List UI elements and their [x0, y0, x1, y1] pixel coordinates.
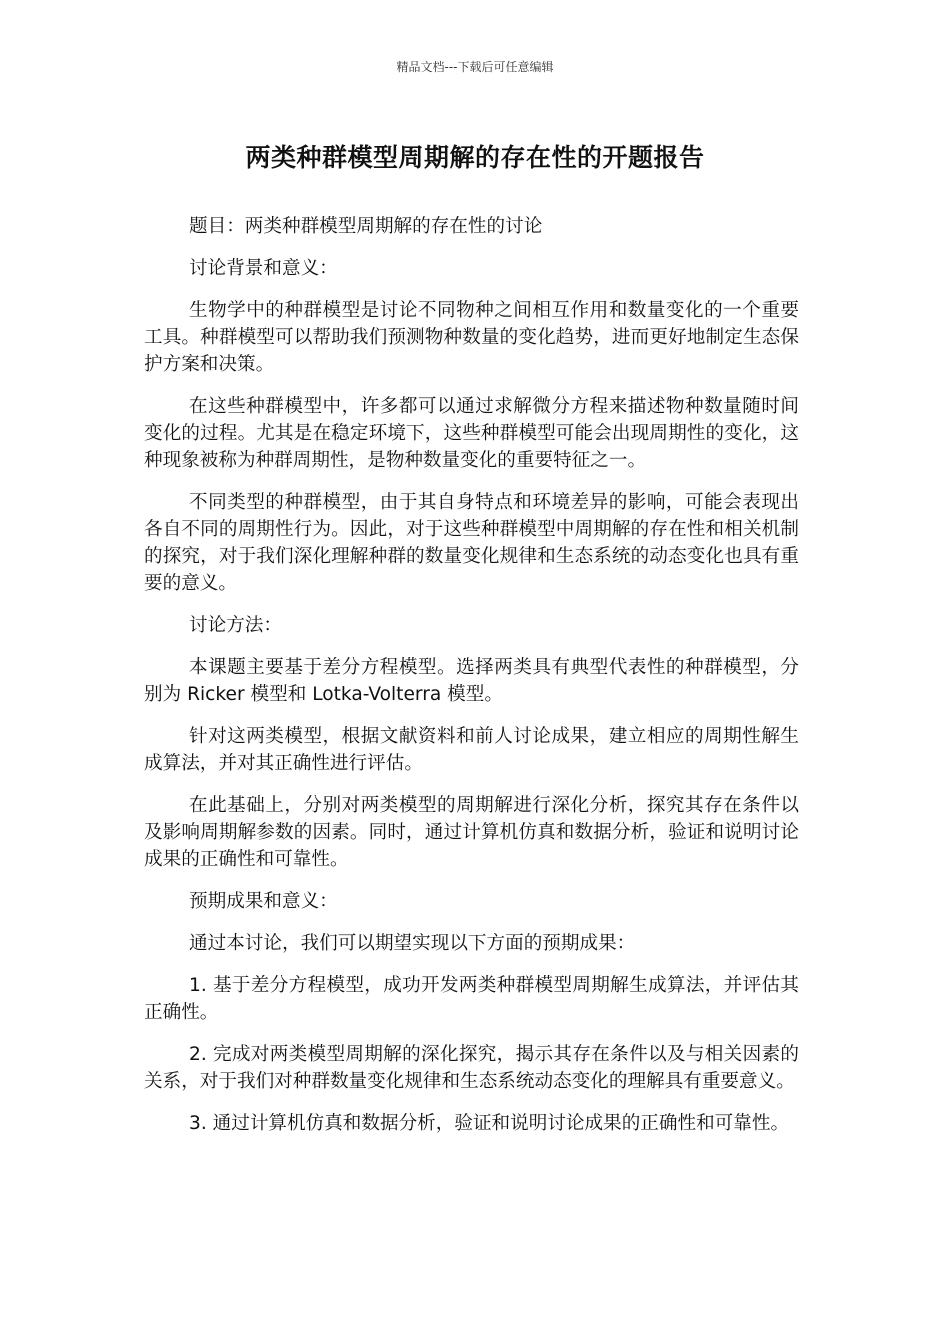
body-paragraph: 生物学中的种群模型是讨论不同物种之间相互作用和数量变化的一个重要工具。种群模型可以帮助我们预测物种数量的变化趋势，进而更好地制定生态保护方案和决策。 — [144, 300, 799, 375]
body-paragraph: 通过本讨论，我们可以期望实现以下方面的预期成果： — [189, 933, 636, 954]
body-paragraph: 本课题主要基于差分方程模型。选择两类具有典型代表性的种群模型，分别为 Ricker 模型和 Lotka-Volterra 模型。 — [144, 657, 799, 705]
section-heading-outcomes: 预期成果和意义： — [189, 891, 338, 912]
list-item: 1. 基于差分方程模型，成功开发两类种群模型周期解生成算法，并评估其正确性。 — [144, 975, 799, 1023]
topic-line: 题目：两类种群模型周期解的存在性的讨论 — [189, 216, 543, 237]
section-heading-background: 讨论背景和意义： — [189, 258, 338, 279]
body-paragraph: 不同类型的种群模型，由于其自身特点和环境差异的影响，可能会表现出各自不同的周期性行为。因此，对于这些种群模型中周期解的存在性和相关机制的探究，对于我们深化理解种群的数量变化规律和生态系统的动态变化也具有重要的意义。 — [144, 492, 799, 594]
list-item: 3. 通过计算机仿真和数据分析，验证和说明讨论成果的正确性和可靠性。 — [189, 1113, 790, 1134]
body-paragraph: 在这些种群模型中，许多都可以通过求解微分方程来描述物种数量随时间变化的过程。尤其是在稳定环境下，这些种群模型可能会出现周期性的变化，这种现象被称为种群周期性，是物种数量变化的重要特征之一。 — [144, 396, 799, 471]
list-item: 2. 完成对两类模型周期解的深化探究，揭示其存在条件以及与相关因素的关系，对于我们对种群数量变化规律和生态系统动态变化的理解具有重要意义。 — [144, 1044, 799, 1092]
header-note: 精品文档---下载后可任意编辑 — [396, 60, 554, 74]
section-heading-method: 讨论方法： — [189, 615, 282, 636]
document-body — [144, 213, 799, 1152]
document-title: 两类种群模型周期解的存在性的开题报告 — [245, 143, 705, 172]
body-paragraph: 针对这两类模型，根据文献资料和前人讨论成果，建立相应的周期性解生成算法，并对其正确性进行评估。 — [144, 726, 799, 774]
body-paragraph: 在此基础上，分别对两类模型的周期解进行深化分析，探究其存在条件以及影响周期解参数的因素。同时，通过计算机仿真和数据分析，验证和说明讨论成果的正确性和可靠性。 — [144, 795, 799, 870]
